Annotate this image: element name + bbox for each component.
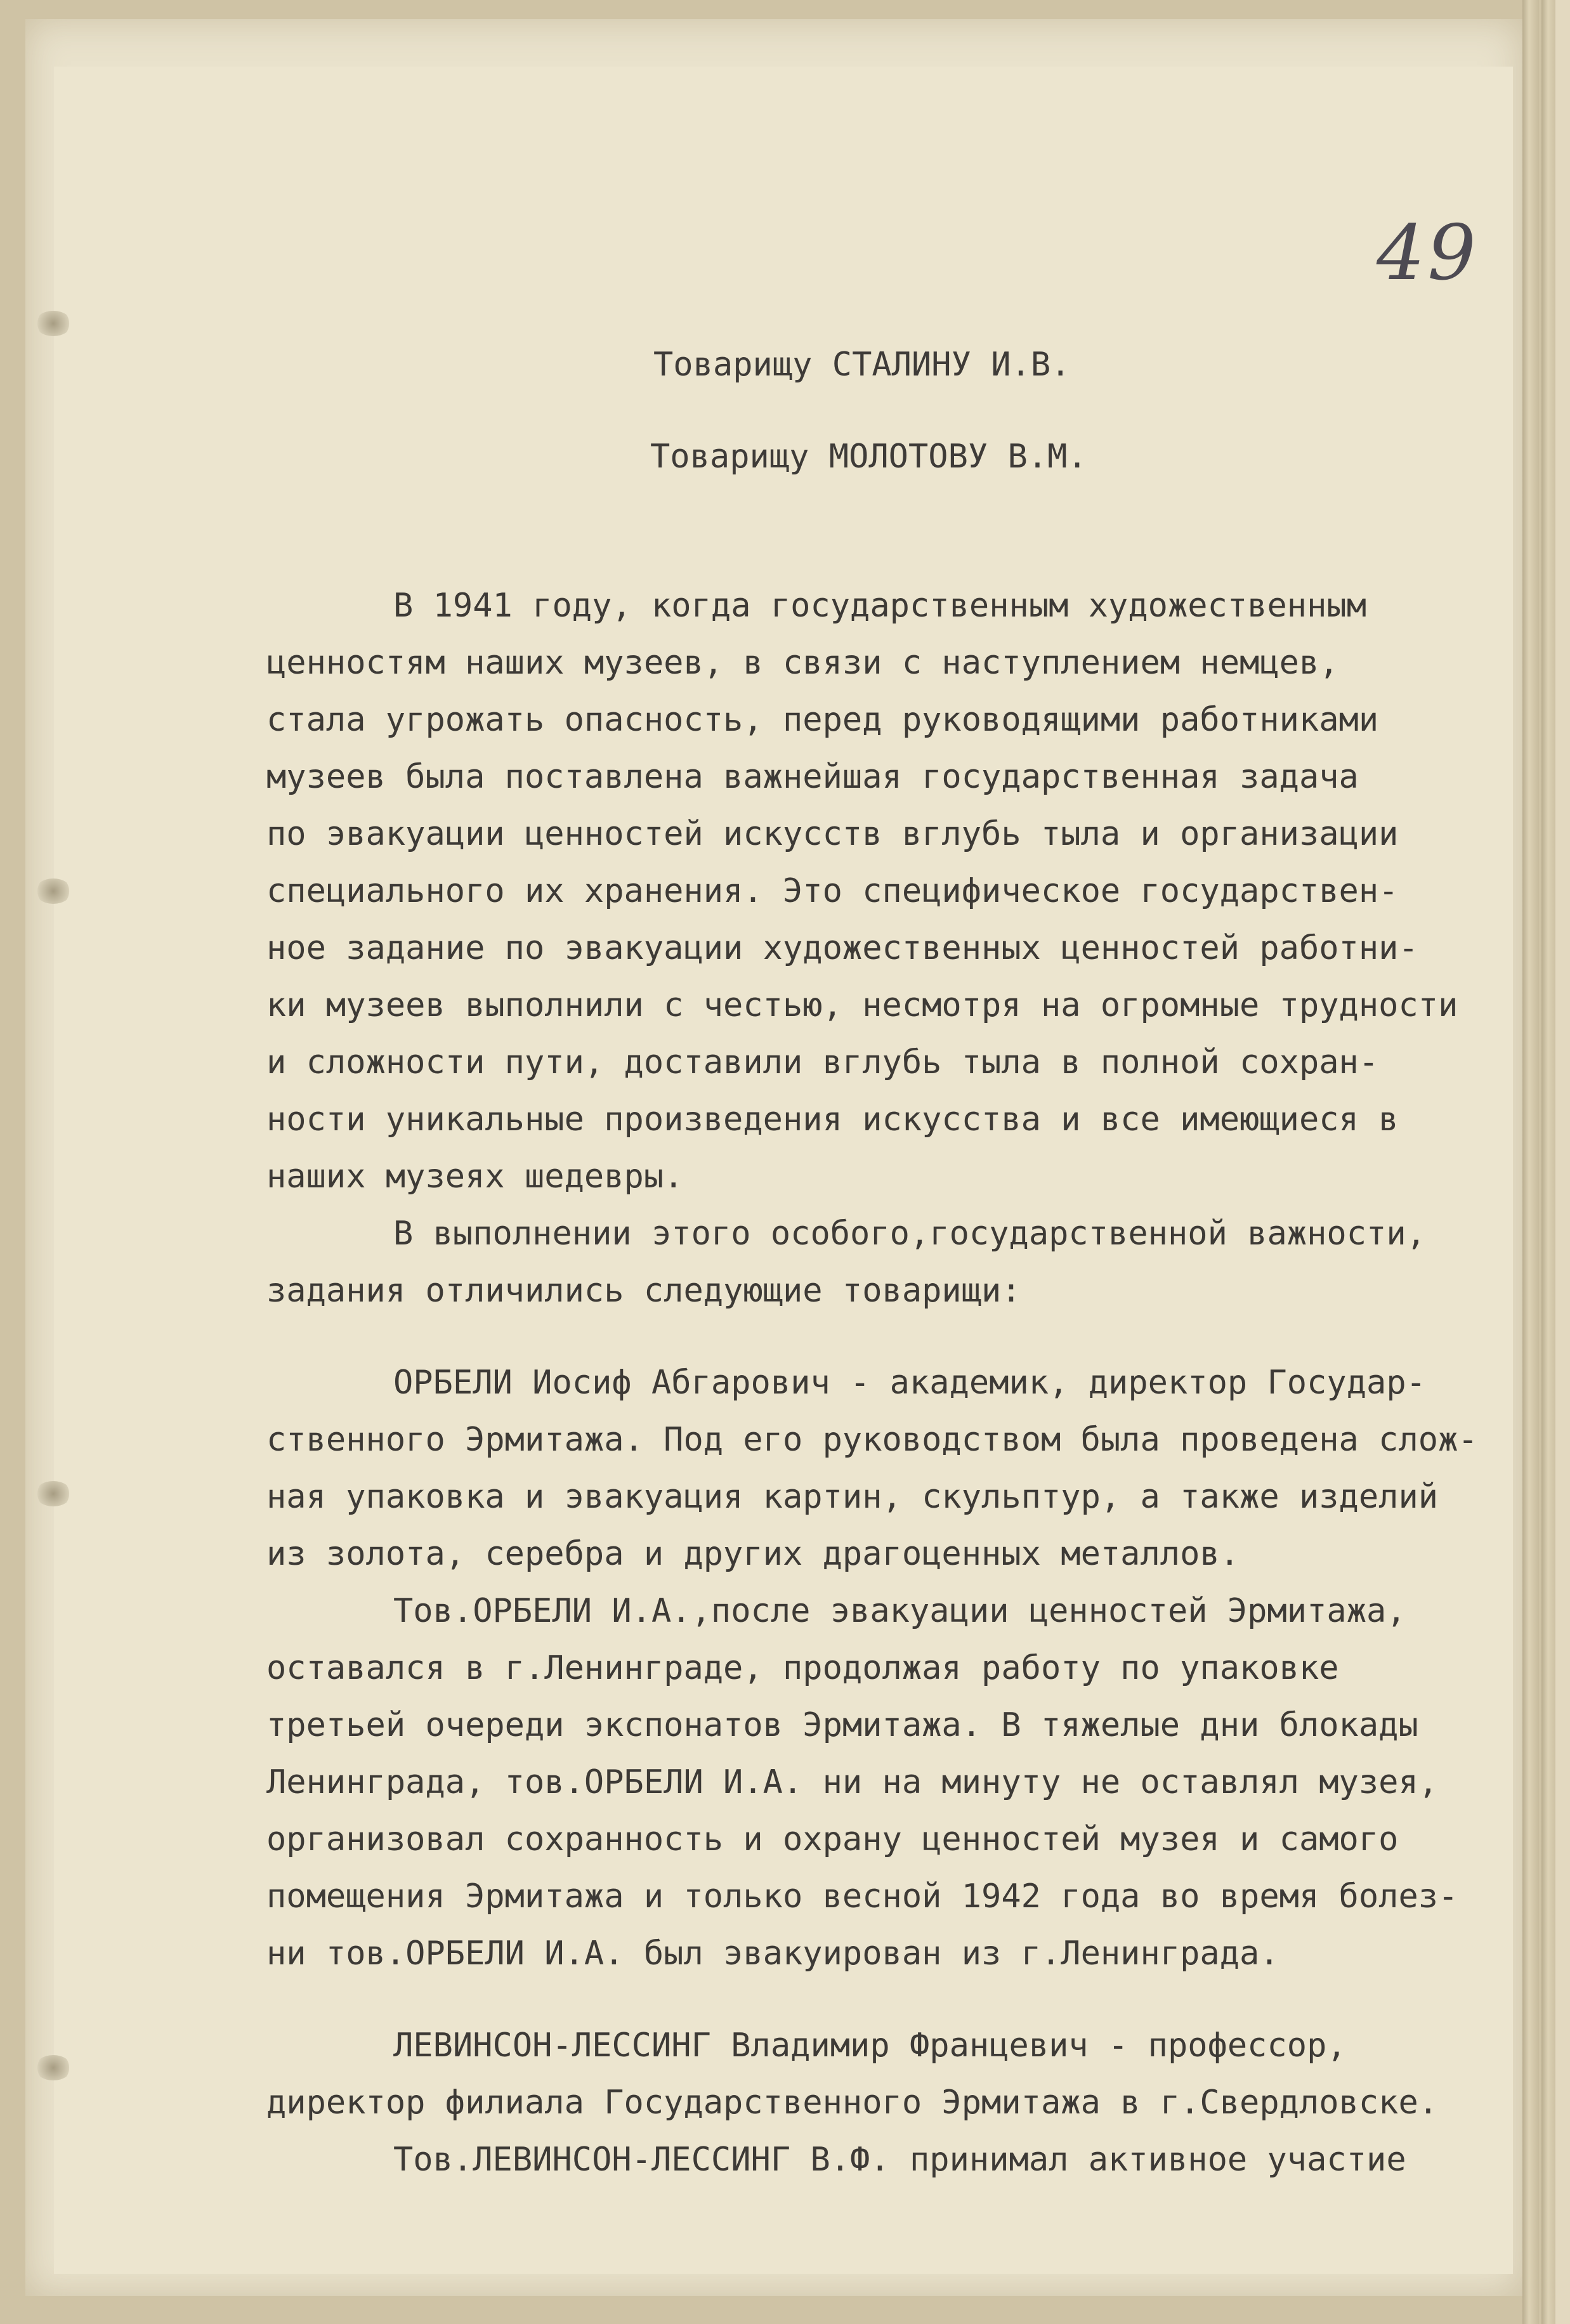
text-line: ности уникальные произведения искусства и все имеющиеся в bbox=[266, 1100, 1399, 1139]
text-line: ни тов.ОРБЕЛИ И.А. был эвакуирован из г.Ленинграда. bbox=[266, 1935, 1279, 1973]
text-line: оставался в г.Ленинграде, продолжая работу по упаковке bbox=[266, 1649, 1339, 1687]
paragraph-gap bbox=[266, 1319, 1510, 1354]
text-line: ценностям наших музеев, в связи с наступлением немцев, bbox=[266, 644, 1339, 682]
text-line: В выполнении этого особого,государственной важности, bbox=[393, 1215, 1426, 1253]
text-line: В 1941 году, когда государственным художественным bbox=[393, 587, 1367, 625]
binding-thread-hole bbox=[35, 1481, 72, 1506]
text-line: специального их хранения. Это специфическое государствен- bbox=[266, 872, 1399, 910]
text-line: ки музеев выполнили с честью, несмотря на огромные трудности bbox=[266, 986, 1458, 1024]
text-line: наших музеях шедевры. bbox=[266, 1158, 684, 1196]
text-line: ственного Эрмитажа. Под его руководством была проведена слож- bbox=[266, 1421, 1478, 1459]
text-line: по эвакуации ценностей искусств вглубь тыла и организации bbox=[266, 815, 1399, 853]
text-line: ОРБЕЛИ Иосиф Абгарович - академик, директор Государ- bbox=[393, 1364, 1426, 1402]
handwritten-page-number: 49 bbox=[1377, 209, 1479, 297]
paragraph-gap bbox=[266, 1982, 1510, 2017]
binding-thread-hole bbox=[35, 311, 72, 336]
text-line: ное задание по эвакуации художественных ценностей работни- bbox=[266, 929, 1418, 967]
text-line: стала угрожать опасность, перед руководящими работниками bbox=[266, 701, 1379, 739]
text-line: музеев была поставлена важнейшая государственная задача bbox=[266, 758, 1359, 796]
binding-thread-hole bbox=[35, 878, 72, 904]
text-line: Тов.ЛЕВИНСОН-ЛЕССИНГ В.Ф. принимал активное участие bbox=[393, 2141, 1406, 2179]
text-line: и сложности пути, доставили вглубь тыла в полной сохран- bbox=[266, 1043, 1379, 1081]
text-line: организовал сохранность и охрану ценностей музея и самого bbox=[266, 1820, 1399, 1858]
text-line: третьей очереди экспонатов Эрмитажа. В тяжелые дни блокады bbox=[266, 1706, 1418, 1744]
text-line: ЛЕВИНСОН-ЛЕССИНГ Владимир Францевич - профессор, bbox=[393, 2027, 1347, 2065]
text-line: Ленинграда, тов.ОРБЕЛИ И.А. ни на минуту не оставлял музея, bbox=[266, 1763, 1439, 1801]
letter-body bbox=[266, 577, 1510, 2188]
underlying-sheet-edge bbox=[1522, 0, 1539, 2324]
text-line: из золота, серебра и других драгоценных металлов. bbox=[266, 1535, 1240, 1573]
text-line: помещения Эрмитажа и только весной 1942 года во время болез- bbox=[266, 1877, 1458, 1916]
text-line: задания отличились следующие товарищи: bbox=[266, 1272, 1021, 1310]
text-line: ная упаковка и эвакуация картин, скульптур, а также изделий bbox=[266, 1478, 1439, 1516]
addressee-line: Товарищу СТАЛИНУ И.В. bbox=[653, 346, 1071, 384]
underlying-sheet-edge bbox=[1555, 0, 1570, 2324]
text-line: директор филиала Государственного Эрмитажа в г.Свердловске. bbox=[266, 2084, 1439, 2122]
text-line: Тов.ОРБЕЛИ И.А.,после эвакуации ценностей Эрмитажа, bbox=[393, 1592, 1406, 1630]
addressee-line: Товарищу МОЛОТОВУ В.М. bbox=[650, 438, 1087, 476]
binding-thread-hole bbox=[35, 2055, 72, 2080]
